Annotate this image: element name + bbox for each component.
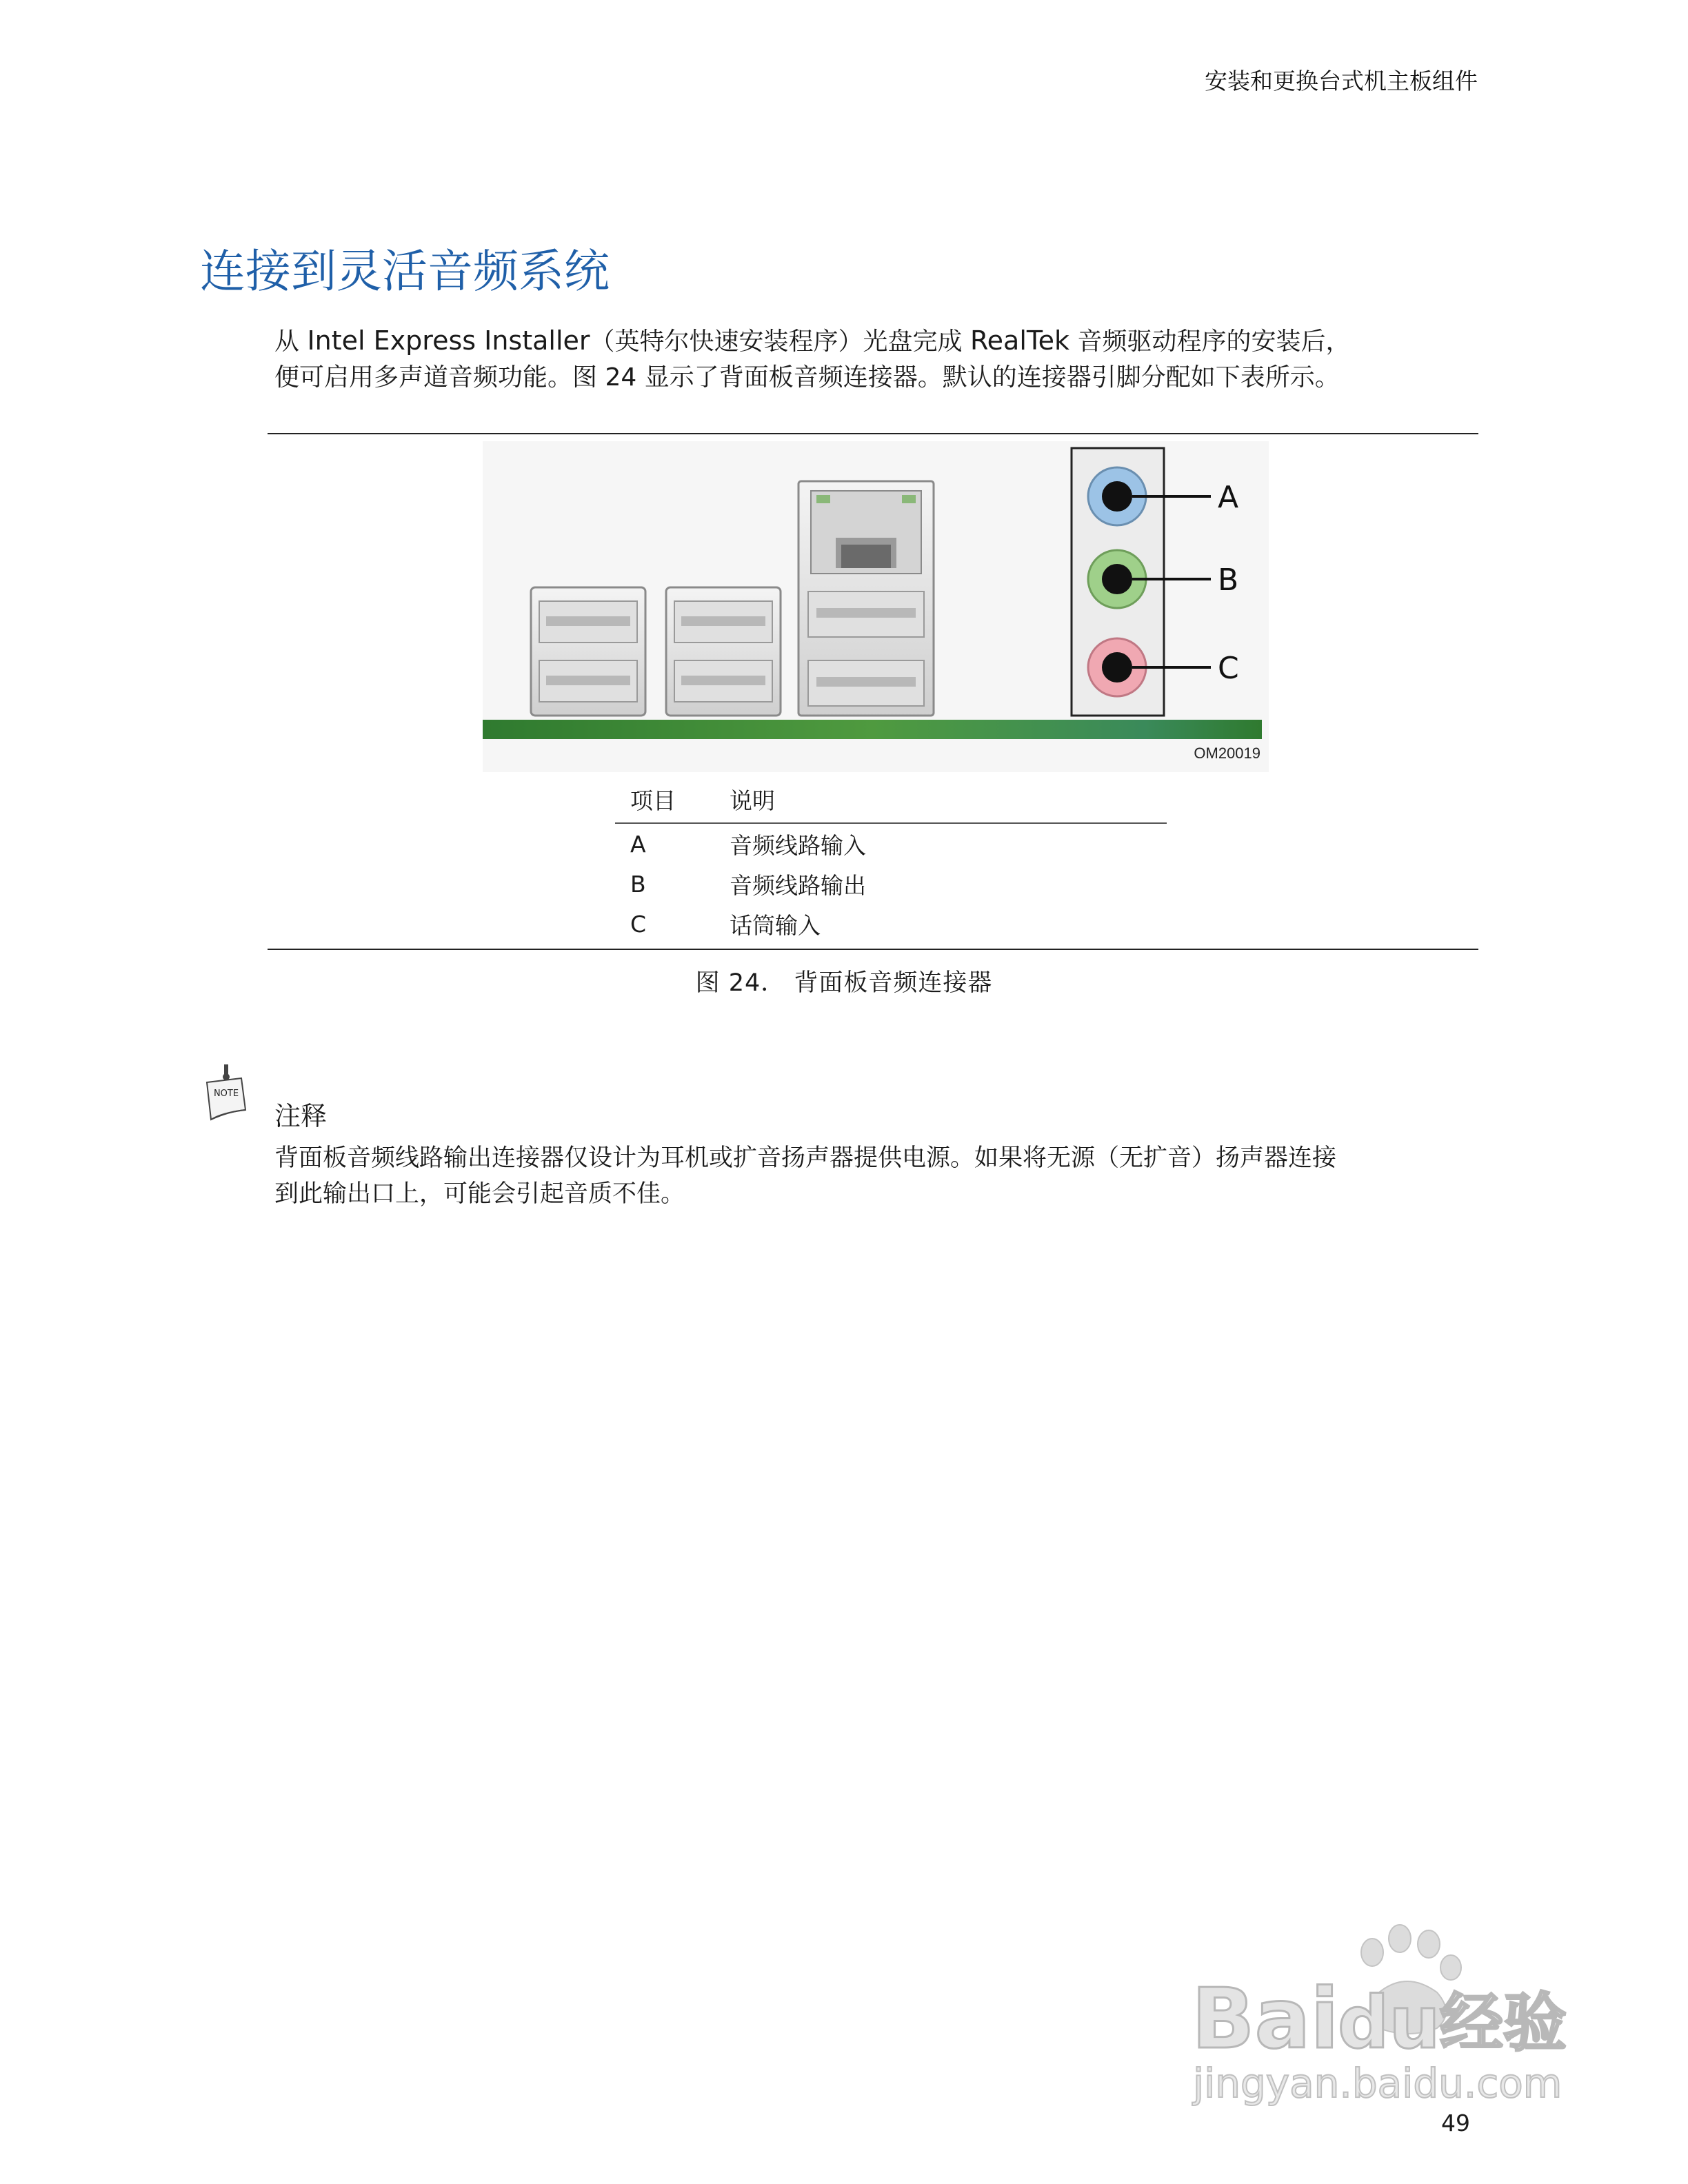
table-row — [615, 904, 1167, 944]
note-icon — [201, 1062, 252, 1125]
callout-b: B — [1218, 563, 1239, 598]
circuit-board-edge — [483, 720, 1262, 739]
table-header-item: 项目 — [615, 783, 714, 823]
watermark-brand: Bai — [1192, 1972, 1339, 2067]
back-panel-diagram — [483, 441, 1269, 772]
table-row — [615, 823, 1167, 864]
table-row — [615, 864, 1167, 904]
lan-usb-stack — [798, 481, 934, 716]
intro-line-2: 便可启用多声道音频功能。图 24 显示了背面板音频连接器。默认的连接器引脚分配如下表所示。 — [274, 363, 1340, 392]
note-line-1: 背面板音频线路输出连接器仅设计为耳机或扩音扬声器提供电源。如果将无源（无扩音）扬声器连接 — [274, 1144, 1337, 1172]
running-header: 安装和更换台式机主板组件 — [1205, 68, 1478, 94]
intro-line-1: 从 Intel Express Installer（英特尔快速安装程序）光盘完成 RealTek 音频驱动程序的安装后， — [274, 325, 1351, 356]
table-cell-desc: 音频线路输入 — [730, 831, 866, 859]
usb-stack-1 — [531, 587, 645, 716]
intro-paragraph — [274, 323, 1488, 396]
table-cell-desc: 音频线路输出 — [730, 871, 866, 899]
figure-caption: 图 24． 背面板音频连接器 — [695, 969, 993, 997]
note-line-2: 到此输出口上，可能会引起音质不佳。 — [274, 1180, 685, 1208]
table-cell-item: B — [630, 870, 646, 898]
note-title: 注释 — [274, 1101, 328, 1131]
table-cell-item: A — [630, 830, 646, 858]
table-cell-item: C — [630, 910, 647, 938]
figure-top-rule — [268, 433, 1478, 434]
legend-table — [615, 783, 1167, 944]
section-title: 连接到灵活音频系统 — [200, 245, 610, 298]
table-header-desc: 说明 — [714, 783, 1167, 823]
baidu-watermark — [1172, 1910, 1586, 2110]
callout-c: C — [1218, 651, 1239, 686]
brand-name: RealTek — [969, 325, 1070, 356]
page-number: 49 — [1441, 2110, 1470, 2136]
watermark-url: jingyan.baidu.com — [1193, 2060, 1563, 2107]
figure-code: OM20019 — [1194, 745, 1260, 762]
table-cell-desc: 话筒输入 — [730, 911, 821, 939]
table-header-row — [615, 783, 1167, 823]
watermark-brand-2: du — [1338, 1981, 1440, 2065]
note-body — [274, 1140, 1488, 1212]
figure-bottom-rule — [268, 949, 1478, 950]
watermark-cn: 经验 — [1440, 1986, 1567, 2060]
product-name: Intel Express Installer — [307, 325, 590, 356]
callout-a: A — [1218, 480, 1239, 515]
note-icon-label: NOTE — [213, 1089, 239, 1099]
usb-stack-2 — [666, 587, 781, 716]
